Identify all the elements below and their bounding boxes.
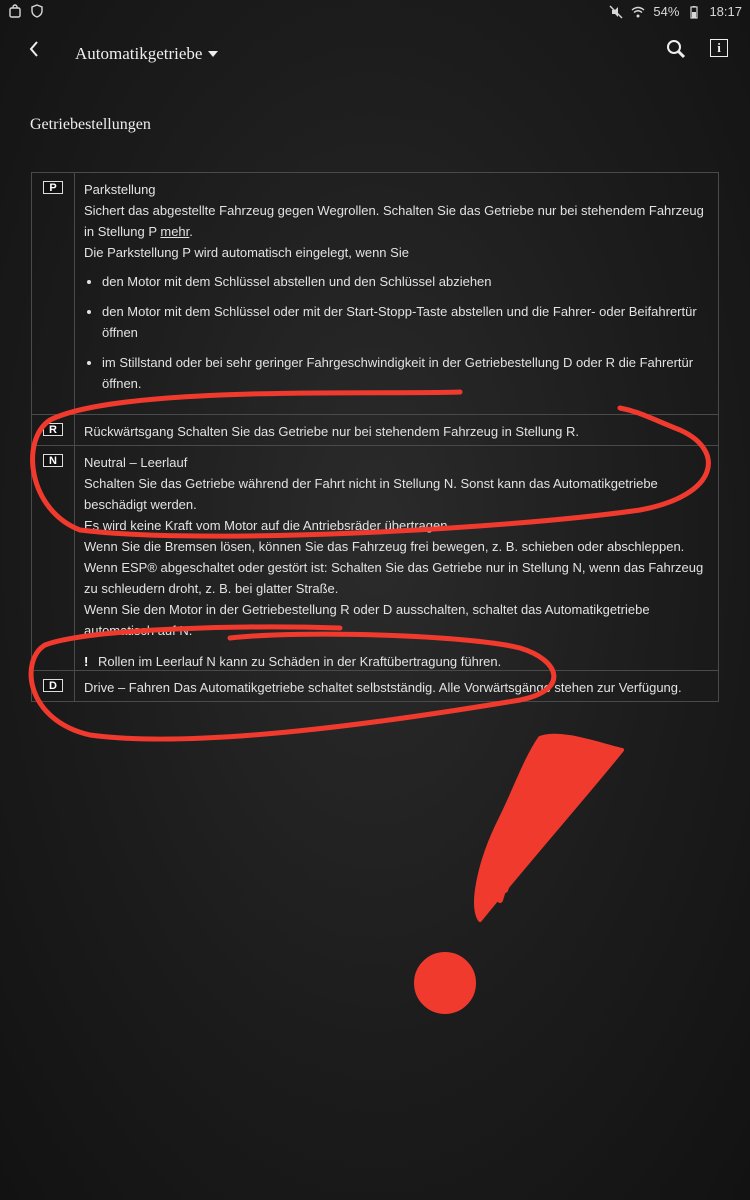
bullet-list <box>84 271 708 394</box>
app-bar <box>0 30 750 80</box>
gear-symbol-p: P <box>43 181 63 194</box>
warning-icon: ! <box>84 654 89 669</box>
gear-symbol-r: R <box>43 423 63 436</box>
title-dropdown[interactable] <box>75 44 218 64</box>
list-item: • den Motor mit dem Schlüssel oder mit der Start-Stopp-Taste abstellen und die Fahrer- oder Beifahrertür öffnen <box>102 301 708 343</box>
row-text: Sichert das abgestellte Fahrzeug gegen Wegrollen. Schalten Sie das Getriebe nur bei stehendem Fahrzeug in Stellung P <box>84 203 704 239</box>
gear-symbol-n: N <box>43 454 63 467</box>
page-title: Automatikgetriebe <box>75 44 203 63</box>
caret-down-icon <box>208 51 218 57</box>
status-bar <box>0 0 750 24</box>
row-text: Wenn Sie den Motor in der Getriebestellung R oder D ausschalten, schaltet das Automatikgetriebe automatisch auf N. <box>84 602 650 638</box>
row-title: Parkstellung <box>84 182 156 197</box>
row-text: Wenn ESP® abgeschaltet oder gestört ist: Schalten Sie das Getriebe nur in Stellung N, wenn das Fahrzeug zu schleudern droht, z. B. bei glatter Straße. <box>84 560 704 596</box>
gear-symbol-d: D <box>43 679 63 692</box>
battery-percent: 54% <box>653 4 680 19</box>
bag-icon <box>8 4 22 18</box>
list-item: • im Stillstand oder bei sehr geringer Fahrgeschwindigkeit in der Getriebestellung D oder R die Fahrertür öffnen. <box>102 352 708 394</box>
annotation-exclamation <box>415 736 622 1013</box>
mute-icon <box>609 5 623 19</box>
more-link[interactable]: mehr <box>160 224 190 239</box>
row-text: Drive – Fahren Das Automatikgetriebe schaltet selbstständig. Alle Vorwärtsgänge stehen zur Verfügung. <box>84 680 682 695</box>
table-row-d <box>32 670 718 701</box>
wifi-icon <box>631 5 645 19</box>
row-title: Neutral – Leerlauf <box>84 455 188 470</box>
row-intro: Die Parkstellung P wird automatisch eingelegt, wenn Sie <box>84 245 409 260</box>
warning-text: Rollen im Leerlauf N kann zu Schäden in der Kraftübertragung führen. <box>98 654 502 669</box>
shield-icon <box>30 4 44 18</box>
clock: 18:17 <box>709 4 742 19</box>
list-item: • den Motor mit dem Schlüssel abstellen und den Schlüssel abziehen <box>102 271 708 292</box>
table-row-p: P Parkstellung Sichert das abgestellte Fahrzeug gegen Wegrollen. Schalten Sie das Getriebe nur bei stehendem Fahrzeug in Stellung P mehr. Die Parkstellung P wird automatisch eingelegt, wenn Sie • den Motor mit dem Schlüssel abstellen und den Schlüssel abziehen • den Motor mit dem Schlüssel oder mit der Start-Stopp-Taste abstellen und die Fahrer- oder Beifahrertür öffnen • im Stillstand oder bei sehr geringer Fahrgeschwindigkeit in der Getriebestellung D oder R die Fahrertür öffnen. <box>32 173 718 414</box>
search-icon[interactable] <box>665 38 687 60</box>
table-row-r <box>32 414 718 445</box>
gear-positions-table <box>31 172 719 702</box>
back-arrow-icon[interactable] <box>24 38 46 60</box>
row-text: Wenn Sie die Bremsen lösen, können Sie das Fahrzeug frei bewegen, z. B. schieben oder abschleppen. <box>84 539 685 554</box>
row-text: Rückwärtsgang Schalten Sie das Getriebe nur bei stehendem Fahrzeug in Stellung R. <box>84 424 580 439</box>
section-heading: Getriebestellungen <box>30 116 151 133</box>
warning-note <box>84 651 708 672</box>
row-text: Schalten Sie das Getriebe während der Fahrt nicht in Stellung N. Sonst kann das Automatikgetriebe beschädigt werden. <box>84 476 658 512</box>
table-row-n <box>32 445 718 670</box>
row-text: Es wird keine Kraft vom Motor auf die Antriebsräder übertragen. <box>84 518 452 533</box>
battery-icon <box>687 5 701 19</box>
info-icon[interactable]: i <box>710 39 728 57</box>
